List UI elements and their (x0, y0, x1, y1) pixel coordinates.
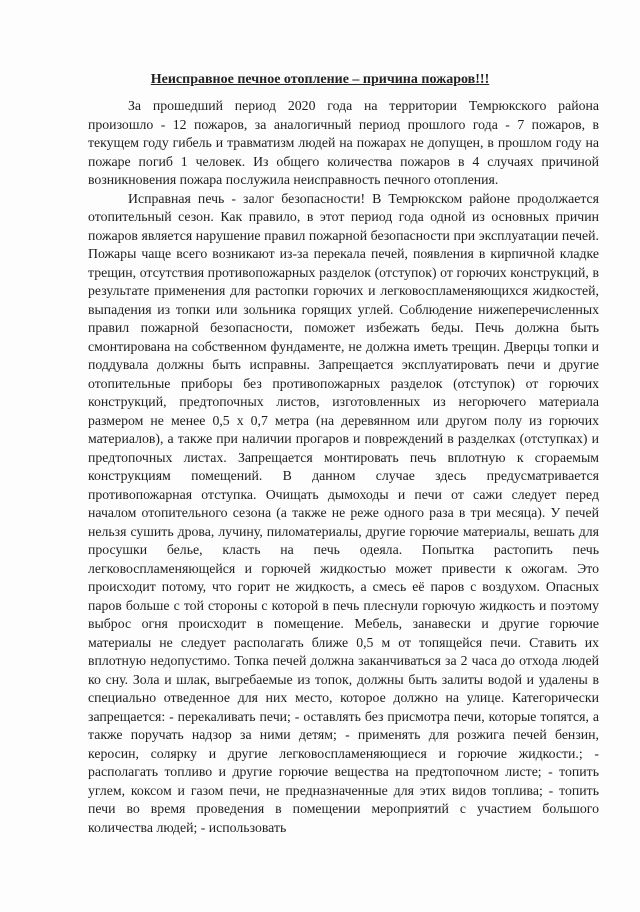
paragraph-statistics: За прошедший период 2020 года на территории Темрюкского района произошло - 12 пожаров, за аналогичный период прошлого года - 7 пожаров, в текущем году гибель и травматизм людей на пожарах не допущен, в прошлом году на пожаре погиб 1 человек. Из общего количества пожаров в 4 случаях причиной возникновения пожара послужила неисправность печного отопления. (88, 98, 599, 187)
document-body (88, 97, 599, 837)
paragraph-safety-rules: Исправная печь - залог безопасности! В Темрюкском районе продолжается отопительный сезон. Как правило, в этот период года одной из основных причин пожаров является нарушение правил пожарной безопасности при эксплуатации печей. Пожары чаще всего возникают из-за перекала печей, появления в кирпичной кладке трещин, отсутствия противопожарных разделок (отступок) от горючих конструкций, в результате применения для растопки горючих и легковоспламеняющихся жидкостей, выпадения из топки или зольника горящих углей. Соблюдение нижеперечисленных правил пожарной безопасности, поможет избежать беды. Печь должна быть смонтирована на собственном фундаменте, не должна иметь трещин. Дверцы топки и поддувала должны быть исправны. Запрещается эксплуатировать печи и другие отопительные приборы без противопожарных разделок (отступок) от горючих конструкций, предтопочных листов, изготовленных из негорючего материала размером не менее 0,5 х 0,7 метра (на деревянном или другом полу из горючих материалов), а также при наличии прогаров и повреждений в разделках (отступках) и предтопочных листах. Запрещается монтировать печь вплотную к сгораемым конструкциям помещений. В данном случае здесь предусматривается противопожарная отступка. Очищать дымоходы и печи от сажи следует перед началом отопительного сезона (а также не реже одного раза в три месяца). У печей нельзя сушить дрова, лучину, пиломатериалы, другие горючие материалы, вешать для просушки белье, класть на печь одеяла. Попытка растопить печь легковоспламеняющейся и горючей жидкостью может привести к ожогам. Это происходит потому, что горит не жидкость, а смесь её паров с воздухом. Опасных паров больше с той стороны с которой в печь плеснули горючую жидкость и поэтому выброс огня происходит в помещение. Мебель, занавески и другие горючие материалы не следует располагать ближе 0,5 м от топящейся печи. Ставить их вплотную недопустимо. Топка печей должна заканчиваться за 2 часа до отхода людей ко сну. Зола и шлак, выгребаемые из топок, должны быть залиты водой и удалены в специально отведенное для них место, которое должно на улице. Категорически запрещается: - перекаливать печи; - оставлять без присмотра печи, которые топятся, а также поручать надзор за ними детям; - применять для розжига печей бензин, керосин, солярку и другие легковоспламеняющиеся и горючие жидкости.; - располагать топливо и другие горючие вещества на предтопочном листе; - топить углем, коксом и газом печи, не предназначенные для этих видов топлива; - топить печи во время проведения в помещении мероприятий с участием большого количества людей; - использовать (88, 190, 599, 835)
document-title: Неисправное печное отопление – причина пожаров!!! (150, 72, 490, 87)
